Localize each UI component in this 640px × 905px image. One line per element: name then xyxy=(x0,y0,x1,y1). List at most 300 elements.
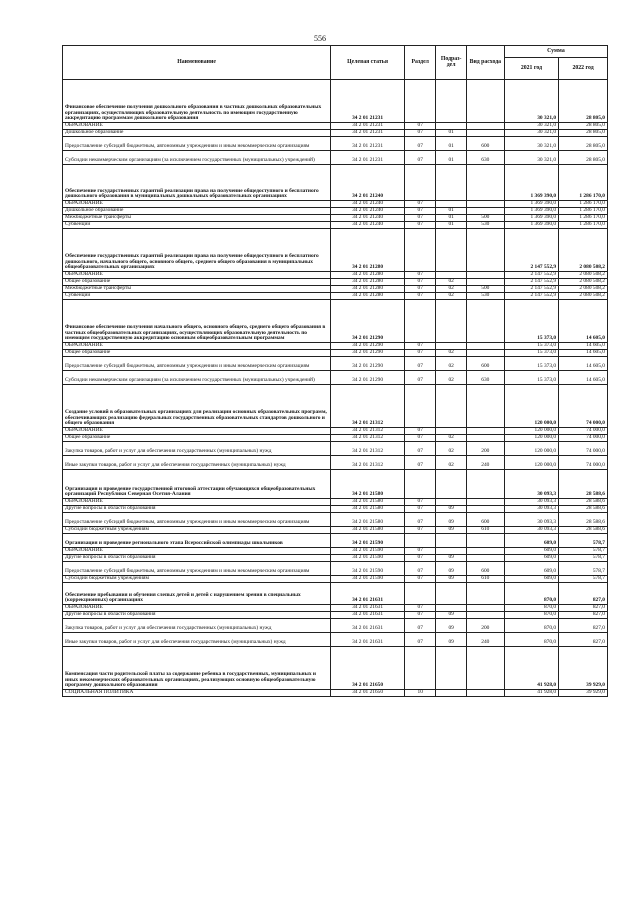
row-name: Обеспечение пребывания и обучения слепых детей и детей с нарушением зрения в специальных (коррекционных) организациях xyxy=(63,583,331,605)
row-sum-2022: 578,7 xyxy=(559,562,608,576)
header-sum: Сумма xyxy=(504,46,607,58)
table-row xyxy=(63,229,608,272)
row-sum-2022: 1 286 170,0 xyxy=(559,165,608,201)
table-row xyxy=(63,506,608,513)
row-sum-2022: 14 605,0 xyxy=(559,371,608,385)
row-expense-type xyxy=(466,229,504,272)
row-target-article: 34 2 01 21312 xyxy=(331,428,405,435)
row-sum-2022: 1 286 170,0 xyxy=(559,201,608,208)
table-row xyxy=(63,435,608,442)
header-target-article: Целевая статья xyxy=(331,46,405,80)
row-subsection: 09 xyxy=(436,612,466,619)
row-name: Дошкольное образование xyxy=(63,130,331,137)
row-section: 07 xyxy=(404,612,435,619)
table-row xyxy=(63,201,608,208)
row-subsection: 09 xyxy=(436,562,466,576)
row-subsection: 09 xyxy=(436,506,466,513)
row-subsection: 02 xyxy=(436,435,466,442)
row-expense-type: 600 xyxy=(466,513,504,527)
row-section: 07 xyxy=(404,456,435,470)
row-sum-2021: 41 928,0 xyxy=(504,647,558,690)
row-section xyxy=(404,583,435,605)
row-name: Субсидии некоммерческим организациям (за исключением государственных (муниципальных) учреждений) xyxy=(63,151,331,165)
row-name: Иные закупки товаров, работ и услуг для обеспечения государственных (муниципальных) нужд xyxy=(63,633,331,647)
row-target-article: 34 2 01 21631 xyxy=(331,605,405,612)
row-sum-2021: 30 321,0 xyxy=(504,137,558,151)
row-sum-2022: 1 286 170,0 xyxy=(559,222,608,229)
row-section: 07 xyxy=(404,428,435,435)
table-row xyxy=(63,272,608,279)
row-target-article: 34 2 01 21231 xyxy=(331,151,405,165)
row-sum-2021: 870,0 xyxy=(504,633,558,647)
row-section: 07 xyxy=(404,130,435,137)
row-target-article: 34 2 01 21580 xyxy=(331,506,405,513)
row-sum-2021: 870,0 xyxy=(504,619,558,633)
row-section: 07 xyxy=(404,371,435,385)
row-target-article: 34 2 01 21312 xyxy=(331,385,405,428)
row-sum-2022: 28 805,0 xyxy=(559,123,608,130)
row-sum-2021: 30 321,0 xyxy=(504,123,558,130)
row-subsection: 01 xyxy=(436,130,466,137)
table-row xyxy=(63,385,608,428)
row-target-article: 34 2 01 21580 xyxy=(331,527,405,534)
row-sum-2021: 2 147 552,9 xyxy=(504,272,558,279)
row-sum-2022: 2 080 508,2 xyxy=(559,286,608,293)
row-target-article: 34 2 01 21312 xyxy=(331,435,405,442)
row-expense-type xyxy=(466,300,504,343)
row-sum-2022: 28 588,6 xyxy=(559,506,608,513)
row-target-article: 34 2 01 21240 xyxy=(331,208,405,215)
row-sum-2022: 1 286 170,0 xyxy=(559,208,608,215)
row-sum-2021: 30 093,3 xyxy=(504,499,558,506)
row-subsection: 01 xyxy=(436,137,466,151)
row-sum-2021: 1 369 390,0 xyxy=(504,222,558,229)
row-sum-2022: 2 080 508,2 xyxy=(559,272,608,279)
row-subsection: 02 xyxy=(436,286,466,293)
row-sum-2022: 1 286 170,0 xyxy=(559,215,608,222)
page-number: 556 xyxy=(314,34,326,43)
row-section: 07 xyxy=(404,513,435,527)
row-sum-2021: 1 369 390,0 xyxy=(504,201,558,208)
row-name: Предоставление субсидий бюджетным, автономным учреждениям и иным некоммерческим организациям xyxy=(63,357,331,371)
row-name: Предоставление субсидий бюджетным, автономным учреждениям и иным некоммерческим организациям xyxy=(63,513,331,527)
row-sum-2022: 578,7 xyxy=(559,576,608,583)
row-subsection: 02 xyxy=(436,357,466,371)
row-sum-2022: 28 805,0 xyxy=(559,137,608,151)
row-sum-2022: 578,7 xyxy=(559,548,608,555)
row-section: 07 xyxy=(404,619,435,633)
row-name: ОБРАЗОВАНИЕ xyxy=(63,123,331,130)
row-expense-type: 500 xyxy=(466,286,504,293)
row-sum-2021: 2 147 552,9 xyxy=(504,279,558,286)
row-subsection: 09 xyxy=(436,513,466,527)
table-row xyxy=(63,612,608,619)
table-row xyxy=(63,123,608,130)
row-subsection: 01 xyxy=(436,215,466,222)
row-subsection: 02 xyxy=(436,293,466,300)
row-sum-2022: 28 805,0 xyxy=(559,80,608,123)
row-subsection xyxy=(436,165,466,201)
row-target-article: 34 2 01 21280 xyxy=(331,286,405,293)
row-expense-type xyxy=(466,435,504,442)
table-row xyxy=(63,456,608,470)
row-sum-2021: 1 369 390,0 xyxy=(504,165,558,201)
row-sum-2021: 870,0 xyxy=(504,583,558,605)
row-target-article: 34 2 01 21590 xyxy=(331,576,405,583)
row-name: Финансовое обеспечение получения дошкольного образования в частных дошкольных образовательных организациях, осуществляющих образовательную деятельность по имеющим государственную аккредитацию программам дошкольного образования xyxy=(63,80,331,123)
row-subsection: 02 xyxy=(436,279,466,286)
row-sum-2021: 15 373,0 xyxy=(504,343,558,350)
row-expense-type xyxy=(466,130,504,137)
row-sum-2022: 578,7 xyxy=(559,555,608,562)
row-expense-type xyxy=(466,548,504,555)
row-subsection: 01 xyxy=(436,208,466,215)
row-target-article: 34 2 01 21231 xyxy=(331,130,405,137)
row-expense-type xyxy=(466,690,504,697)
row-expense-type xyxy=(466,80,504,123)
row-sum-2022: 2 080 508,2 xyxy=(559,279,608,286)
table-row xyxy=(63,619,608,633)
row-section: 10 xyxy=(404,690,435,697)
row-target-article: 34 2 01 21280 xyxy=(331,229,405,272)
row-target-article: 34 2 01 21631 xyxy=(331,612,405,619)
row-name: Предоставление субсидий бюджетным, автономным учреждениям и иным некоммерческим организациям xyxy=(63,137,331,151)
row-section xyxy=(404,300,435,343)
row-target-article: 34 2 01 21231 xyxy=(331,123,405,130)
row-expense-type xyxy=(466,555,504,562)
table-row xyxy=(63,137,608,151)
table-row xyxy=(63,576,608,583)
row-sum-2022: 2 080 508,2 xyxy=(559,293,608,300)
row-target-article: 34 2 01 21631 xyxy=(331,633,405,647)
row-expense-type: 630 xyxy=(466,371,504,385)
header-subsection: Подраз-дел xyxy=(436,46,466,80)
table-row xyxy=(63,350,608,357)
row-sum-2022: 28 805,0 xyxy=(559,130,608,137)
row-subsection xyxy=(436,647,466,690)
row-subsection xyxy=(436,385,466,428)
row-sum-2021: 15 373,0 xyxy=(504,350,558,357)
row-sum-2021: 609,0 xyxy=(504,562,558,576)
row-subsection xyxy=(436,583,466,605)
row-name: Субвенции xyxy=(63,293,331,300)
row-target-article: 34 2 01 21631 xyxy=(331,583,405,605)
row-expense-type: 240 xyxy=(466,633,504,647)
row-expense-type: 600 xyxy=(466,357,504,371)
row-expense-type xyxy=(466,499,504,506)
row-section: 07 xyxy=(404,499,435,506)
row-target-article: 34 2 01 21290 xyxy=(331,300,405,343)
row-section xyxy=(404,470,435,499)
row-sum-2022: 74 000,0 xyxy=(559,456,608,470)
row-expense-type: 200 xyxy=(466,442,504,456)
row-name: Иные закупки товаров, работ и услуг для обеспечения государственных (муниципальных) нужд xyxy=(63,456,331,470)
row-section: 07 xyxy=(404,576,435,583)
row-sum-2022: 39 929,0 xyxy=(559,690,608,697)
table-row xyxy=(63,690,608,697)
row-sum-2021: 120 000,0 xyxy=(504,435,558,442)
row-expense-type xyxy=(466,272,504,279)
row-subsection: 02 xyxy=(436,350,466,357)
row-subsection: 01 xyxy=(436,222,466,229)
row-section xyxy=(404,80,435,123)
row-target-article: 34 2 01 21580 xyxy=(331,499,405,506)
table-row xyxy=(63,286,608,293)
table-row xyxy=(63,300,608,343)
row-name: Обеспечение государственных гарантий реализации права на получение общедоступного и бесплатного дошкольного, начального общего, основного общего, среднего общего образования в муниципальных общеобразовательных организациях xyxy=(63,229,331,272)
row-sum-2021: 30 093,3 xyxy=(504,527,558,534)
row-name: ОБРАЗОВАНИЕ xyxy=(63,343,331,350)
row-subsection: 02 xyxy=(436,442,466,456)
row-target-article: 34 2 01 21590 xyxy=(331,548,405,555)
row-name: Организация и проведение регионального этапа Всероссийской олимпиады школьников xyxy=(63,534,331,548)
row-expense-type: 200 xyxy=(466,619,504,633)
row-sum-2021: 15 373,0 xyxy=(504,357,558,371)
row-subsection: 02 xyxy=(436,371,466,385)
row-sum-2022: 827,0 xyxy=(559,612,608,619)
row-expense-type xyxy=(466,428,504,435)
row-sum-2021: 30 321,0 xyxy=(504,151,558,165)
table-row xyxy=(63,357,608,371)
row-sum-2022: 827,0 xyxy=(559,583,608,605)
row-sum-2021: 870,0 xyxy=(504,605,558,612)
row-target-article: 34 2 01 21280 xyxy=(331,279,405,286)
row-sum-2021: 609,0 xyxy=(504,534,558,548)
row-target-article: 34 2 01 21650 xyxy=(331,690,405,697)
header-year-2022: 2022 год xyxy=(559,58,608,80)
row-expense-type xyxy=(466,470,504,499)
row-name: ОБРАЗОВАНИЕ xyxy=(63,201,331,208)
row-target-article: 34 2 01 21631 xyxy=(331,619,405,633)
row-sum-2022: 74 000,0 xyxy=(559,442,608,456)
table-row xyxy=(63,555,608,562)
row-subsection xyxy=(436,534,466,548)
row-target-article: 34 2 01 21580 xyxy=(331,513,405,527)
row-sum-2021: 30 321,0 xyxy=(504,130,558,137)
row-section: 07 xyxy=(404,562,435,576)
row-name: Закупка товаров, работ и услуг для обеспечения государственных (муниципальных) нужд xyxy=(63,619,331,633)
row-expense-type xyxy=(466,506,504,513)
row-target-article: 34 2 01 21312 xyxy=(331,442,405,456)
row-name: Предоставление субсидий бюджетным, автономным учреждениям и иным некоммерческим организациям xyxy=(63,562,331,576)
row-expense-type xyxy=(466,201,504,208)
row-name: Межбюджетные трансферты xyxy=(63,286,331,293)
row-target-article: 34 2 01 21231 xyxy=(331,80,405,123)
row-subsection xyxy=(436,80,466,123)
row-section xyxy=(404,534,435,548)
row-sum-2021: 30 093,3 xyxy=(504,470,558,499)
row-section: 07 xyxy=(404,286,435,293)
row-name: ОБРАЗОВАНИЕ xyxy=(63,499,331,506)
table-row xyxy=(63,279,608,286)
table-row xyxy=(63,470,608,499)
table-row xyxy=(63,583,608,605)
row-sum-2022: 28 588,6 xyxy=(559,470,608,499)
row-name: Общее образование xyxy=(63,435,331,442)
row-name: Общее образование xyxy=(63,279,331,286)
row-sum-2021: 15 373,0 xyxy=(504,371,558,385)
table-row xyxy=(63,527,608,534)
row-section: 07 xyxy=(404,548,435,555)
row-section: 07 xyxy=(404,633,435,647)
row-name: Субсидии бюджетным учреждениям xyxy=(63,576,331,583)
row-target-article: 34 2 01 21590 xyxy=(331,534,405,548)
row-section: 07 xyxy=(404,435,435,442)
row-sum-2021: 609,0 xyxy=(504,548,558,555)
row-sum-2022: 28 588,6 xyxy=(559,527,608,534)
row-subsection xyxy=(436,470,466,499)
row-sum-2022: 14 605,0 xyxy=(559,357,608,371)
row-expense-type: 610 xyxy=(466,527,504,534)
row-target-article: 34 2 01 21290 xyxy=(331,371,405,385)
row-name: Компенсация части родительской платы за содержание ребенка в государственных, муниципальных и иных некоммерческих образовательных организациях, реализующих основную общеобразовательную программу дошкольного образования xyxy=(63,647,331,690)
header-year-2021: 2021 год xyxy=(504,58,558,80)
row-sum-2021: 1 369 390,0 xyxy=(504,215,558,222)
row-name: Субсидии некоммерческим организациям (за исключением государственных (муниципальных) учреждений) xyxy=(63,371,331,385)
row-section: 07 xyxy=(404,279,435,286)
table-row xyxy=(63,165,608,201)
row-expense-type xyxy=(466,605,504,612)
row-section xyxy=(404,229,435,272)
row-sum-2022: 827,0 xyxy=(559,633,608,647)
row-name: Другие вопросы в области образования xyxy=(63,555,331,562)
row-section xyxy=(404,385,435,428)
row-sum-2022: 2 080 508,2 xyxy=(559,229,608,272)
row-section: 07 xyxy=(404,527,435,534)
table-row xyxy=(63,371,608,385)
row-sum-2021: 609,0 xyxy=(504,576,558,583)
row-sum-2021: 2 147 552,9 xyxy=(504,229,558,272)
row-target-article: 34 2 01 21240 xyxy=(331,165,405,201)
row-target-article: 34 2 01 21290 xyxy=(331,357,405,371)
table-row xyxy=(63,428,608,435)
row-sum-2022: 28 588,6 xyxy=(559,513,608,527)
row-sum-2021: 120 000,0 xyxy=(504,428,558,435)
row-target-article: 34 2 01 21590 xyxy=(331,555,405,562)
row-section: 07 xyxy=(404,137,435,151)
row-section: 07 xyxy=(404,506,435,513)
row-section xyxy=(404,647,435,690)
row-sum-2022: 578,7 xyxy=(559,534,608,548)
row-expense-type xyxy=(466,385,504,428)
row-sum-2021: 120 000,0 xyxy=(504,456,558,470)
row-name: Дошкольное образование xyxy=(63,208,331,215)
row-expense-type: 240 xyxy=(466,456,504,470)
row-subsection xyxy=(436,300,466,343)
row-sum-2021: 609,0 xyxy=(504,555,558,562)
row-sum-2022: 28 588,6 xyxy=(559,499,608,506)
row-subsection: 09 xyxy=(436,633,466,647)
row-sum-2022: 74 000,0 xyxy=(559,428,608,435)
row-expense-type: 630 xyxy=(466,151,504,165)
row-sum-2021: 870,0 xyxy=(504,612,558,619)
row-section: 07 xyxy=(404,293,435,300)
row-name: ОБРАЗОВАНИЕ xyxy=(63,428,331,435)
table-row xyxy=(63,215,608,222)
table-header xyxy=(63,46,608,80)
row-target-article: 34 2 01 21312 xyxy=(331,456,405,470)
row-expense-type: 610 xyxy=(466,576,504,583)
row-sum-2022: 28 805,0 xyxy=(559,151,608,165)
row-name: Субсидии бюджетным учреждениям xyxy=(63,527,331,534)
row-sum-2021: 30 093,3 xyxy=(504,513,558,527)
row-sum-2022: 14 605,0 xyxy=(559,343,608,350)
row-section: 07 xyxy=(404,442,435,456)
row-target-article: 34 2 01 21280 xyxy=(331,272,405,279)
row-expense-type xyxy=(466,123,504,130)
row-name: Общее образование xyxy=(63,350,331,357)
row-sum-2022: 14 605,0 xyxy=(559,300,608,343)
row-sum-2022: 39 929,0 xyxy=(559,647,608,690)
budget-table xyxy=(62,45,608,697)
row-sum-2021: 15 373,0 xyxy=(504,300,558,343)
row-sum-2021: 41 928,0 xyxy=(504,690,558,697)
row-target-article: 34 2 01 21290 xyxy=(331,350,405,357)
row-expense-type xyxy=(466,534,504,548)
row-name: Межбюджетные трансферты xyxy=(63,215,331,222)
row-section: 07 xyxy=(404,357,435,371)
row-expense-type xyxy=(466,165,504,201)
row-sum-2022: 74 000,0 xyxy=(559,435,608,442)
row-section: 07 xyxy=(404,123,435,130)
table-body xyxy=(63,80,608,697)
row-sum-2021: 2 147 552,9 xyxy=(504,293,558,300)
row-name: Другие вопросы в области образования xyxy=(63,612,331,619)
table-row xyxy=(63,442,608,456)
row-sum-2021: 120 000,0 xyxy=(504,385,558,428)
row-sum-2022: 827,0 xyxy=(559,619,608,633)
table-row xyxy=(63,293,608,300)
row-name: Другие вопросы в области образования xyxy=(63,506,331,513)
row-target-article: 34 2 01 21650 xyxy=(331,647,405,690)
row-section: 07 xyxy=(404,215,435,222)
row-target-article: 34 2 01 21240 xyxy=(331,215,405,222)
row-section: 07 xyxy=(404,605,435,612)
row-expense-type xyxy=(466,583,504,605)
row-name: Организация и проведение государственной итоговой аттестации обучающихся общеобразовательных организаций Республики Северная Осетия-Алания xyxy=(63,470,331,499)
row-sum-2021: 1 369 390,0 xyxy=(504,208,558,215)
row-section: 07 xyxy=(404,151,435,165)
row-expense-type xyxy=(466,612,504,619)
row-sum-2022: 74 000,0 xyxy=(559,385,608,428)
table-row xyxy=(63,130,608,137)
row-expense-type: 530 xyxy=(466,293,504,300)
row-expense-type xyxy=(466,343,504,350)
table-row xyxy=(63,151,608,165)
table-row xyxy=(63,80,608,123)
row-name: ОБРАЗОВАНИЕ xyxy=(63,605,331,612)
row-section: 07 xyxy=(404,555,435,562)
row-name: Субвенции xyxy=(63,222,331,229)
row-subsection: 09 xyxy=(436,619,466,633)
row-sum-2021: 120 000,0 xyxy=(504,442,558,456)
row-name: ОБРАЗОВАНИЕ xyxy=(63,548,331,555)
table-row xyxy=(63,222,608,229)
row-section: 07 xyxy=(404,350,435,357)
row-subsection: 02 xyxy=(436,456,466,470)
row-target-article: 34 2 01 21580 xyxy=(331,470,405,499)
row-subsection: 01 xyxy=(436,151,466,165)
table-row xyxy=(63,534,608,548)
table-row xyxy=(63,562,608,576)
header-section: Раздел xyxy=(404,46,435,80)
row-sum-2022: 14 605,0 xyxy=(559,350,608,357)
row-name: Обеспечение государственных гарантий реализации права на получение общедоступного и бесплатного дошкольного образования в муниципальных дошкольных образовательных организациях xyxy=(63,165,331,201)
row-target-article: 34 2 01 21240 xyxy=(331,222,405,229)
header-expense-type: Вид расхода xyxy=(466,46,504,80)
row-expense-type: 530 xyxy=(466,222,504,229)
table-row xyxy=(63,513,608,527)
